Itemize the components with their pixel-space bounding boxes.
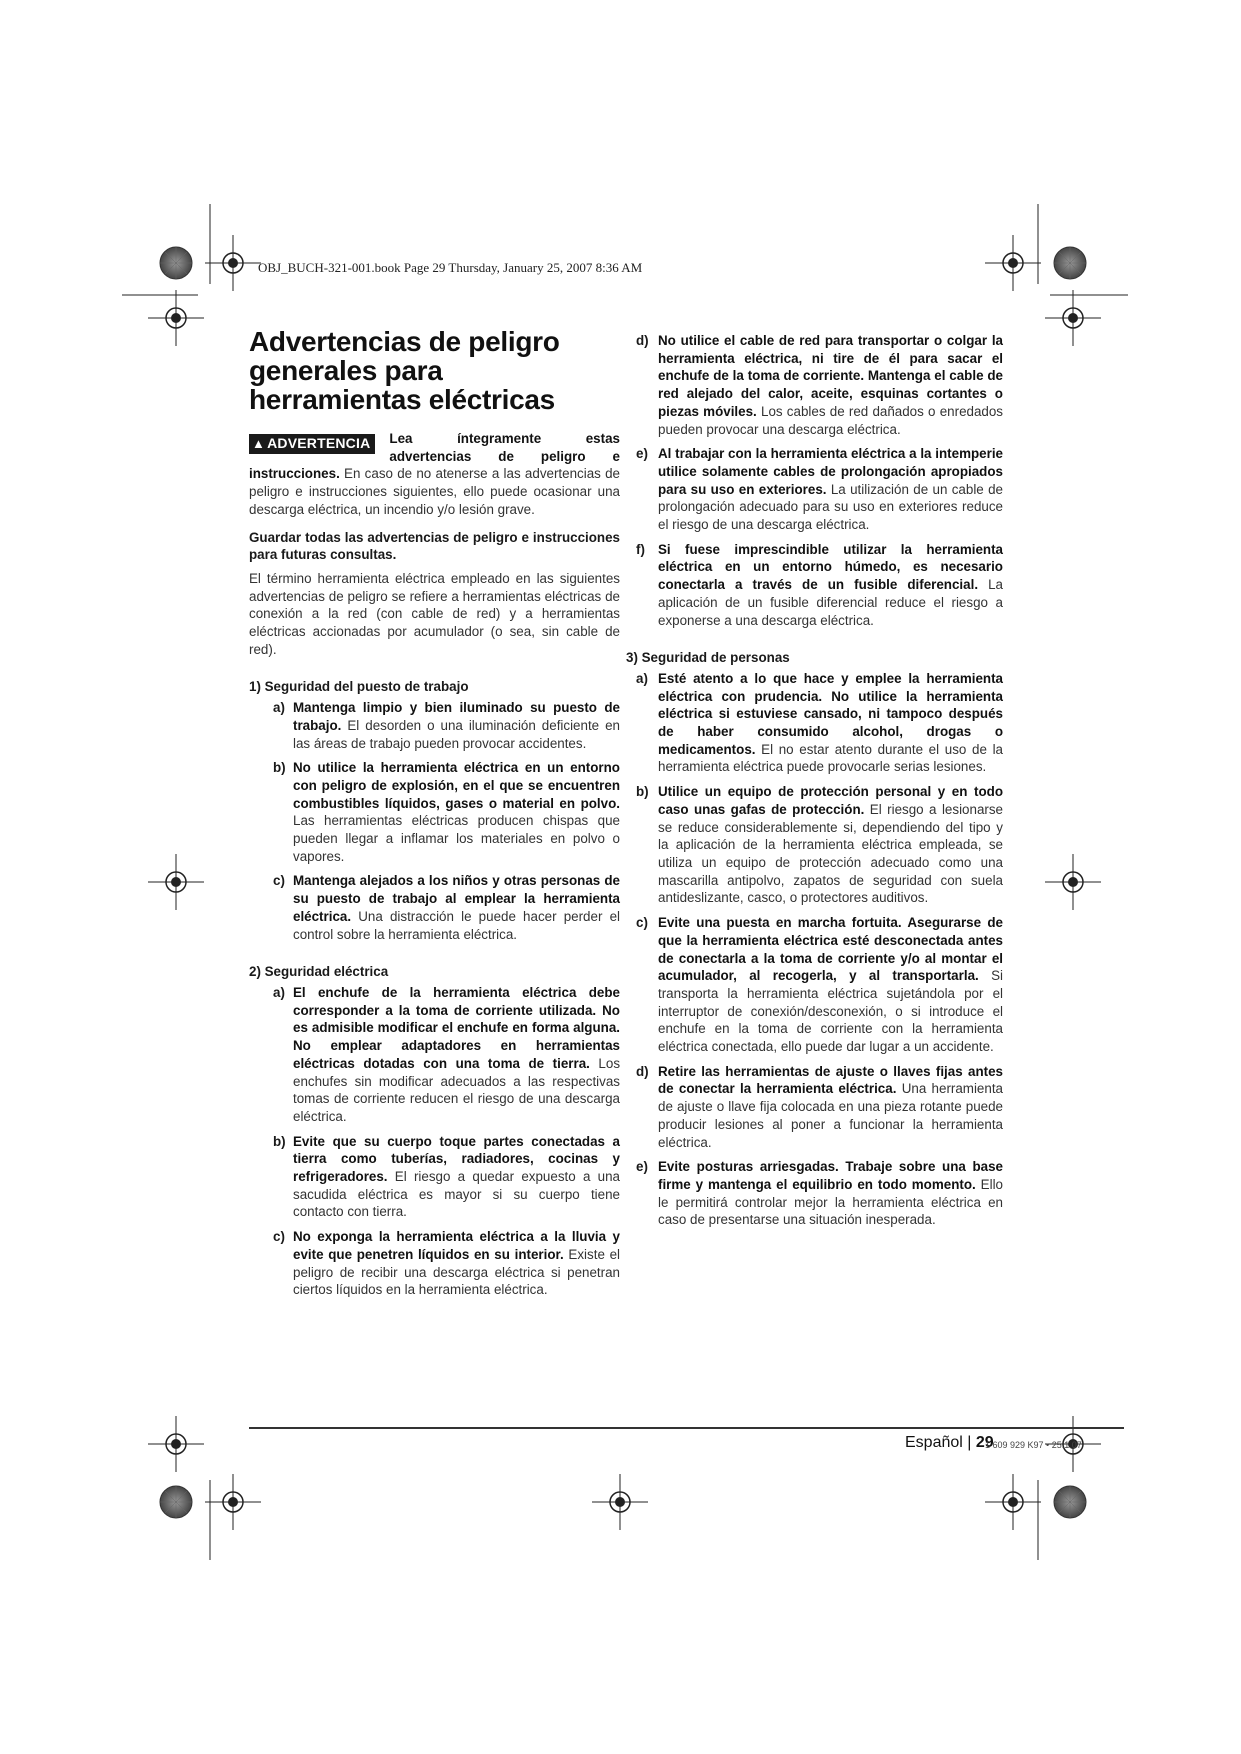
item-body <box>293 1228 620 1299</box>
item-text: Si transporta la herramienta eléctrica sujetándola por el interruptor de conexión/desconexión, o si introduce el enchufe en la toma de corriente con la herramienta eléctrica conectada, ello puede dar lugar a un accidente. <box>658 968 1003 1055</box>
footer-code: 1 609 929 K97 • 25.1.07 <box>985 1440 1082 1450</box>
item-bold: Al trabajar con la herramienta eléctrica a la intemperie utilice solamente cables de prolongación apropiados para su uso en exteriores. <box>658 446 1003 497</box>
item-bold: Utilice un equipo de protección personal y en todo caso unas gafas de protección. <box>658 784 1003 817</box>
item-text: El riesgo a quedar expuesto a una sacudida eléctrica es mayor si su cuerpo tiene contacto con tierra. <box>293 1169 620 1220</box>
item-bold: Mantenga limpio y bien iluminado su puesto de trabajo. <box>293 700 620 733</box>
keep-notice: Guardar todas las advertencias de peligro e instrucciones para futuras consultas. <box>249 529 620 563</box>
crop-mark-middle-left <box>148 854 204 910</box>
section-1-item-a <box>249 699 620 752</box>
item-bold: Retire las herramientas de ajuste o llaves fijas antes de conectar la herramienta eléctrica. <box>658 1063 1003 1097</box>
item-bold: Esté atento a lo que hace y emplee la herramienta eléctrica con prudencia. No utilice la herramienta eléctrica si estuviese cansado, ni tampoco después de haber consumido alcohol, drogas o medicamentos. <box>658 670 1003 757</box>
crop-mark-bottom-center <box>592 1474 648 1530</box>
item-bold: No utilice el cable de red para transportar o colgar la herramienta eléctrica, ni tire de él para sacar el enchufe de la toma de corriente. Mantenga el cable de red alejado del calor, aceite, esquinas cortantes o piezas móviles. <box>658 333 1003 419</box>
item-body <box>658 332 1003 438</box>
page-number: 29 <box>975 1434 994 1451</box>
item-marker: e) <box>636 1159 648 1175</box>
item-bold: Evite que su cuerpo toque partes conectadas a tierra como tuberías, radiadores, cocinas y refrigeradores. <box>293 1133 620 1185</box>
item-bold: No utilice la herramienta eléctrica en un entorno con peligro de explosión, en el que se encuentren combustibles líquidos, gases o material en polvo. <box>293 760 620 811</box>
item-marker: b) <box>273 1133 286 1149</box>
page-title: Advertencias de peligro generales para herramientas eléctricas <box>249 326 560 415</box>
item-marker: a) <box>636 670 648 686</box>
item-body <box>658 670 1003 776</box>
section-1-item-b <box>249 759 620 865</box>
section-3-item-b <box>636 783 1003 907</box>
section-3-item-c <box>636 914 1003 1056</box>
item-body <box>658 783 1003 907</box>
section-2-item-c <box>249 1228 620 1299</box>
item-marker: c) <box>273 873 285 889</box>
left-column <box>249 324 620 1306</box>
item-text: Existe el peligro de recibir una descarga eléctrica si penetran ciertos líquidos en la herramienta eléctrica. <box>293 1246 621 1298</box>
section-3-item-e <box>636 1158 1003 1229</box>
footer-rule <box>249 1427 1124 1429</box>
item-marker: b) <box>636 784 649 800</box>
item-marker: c) <box>273 1229 285 1245</box>
item-bold: Si fuese imprescindible utilizar la herramienta eléctrica en un entorno húmedo, es necesario conectarla a través de un fusible diferencial. <box>658 541 1003 593</box>
item-bold: No exponga la herramienta eléctrica a la lluvia y evite que penetren líquidos en su interior. <box>293 1229 620 1262</box>
item-text: El riesgo a lesionarse se reduce considerablemente si, dependiendo del tipo y la aplicación de la herramienta eléctrica empleada, se utiliza un equipo de protección adecuado como una mascarilla antipolvo, zapatos de seguridad con suela antideslizante, casco, o protectores auditivos. <box>658 801 1003 906</box>
section-3-item-d <box>636 1063 1003 1152</box>
item-text: Los enchufes sin modificar adecuados a las respectivas tomas de corriente reducen el riesgo de una descarga eléctrica. <box>293 1055 621 1124</box>
warning-badge-label: ADVERTENCIA <box>267 435 371 451</box>
warning-bold: Lea íntegramente estas advertencias de peligro e instrucciones. <box>249 431 620 482</box>
item-text: La utilización de un cable de prolongación adecuado para su uso en exteriores reduce el riesgo de una descarga eléctrica. <box>658 481 1003 533</box>
warning-triangle-icon: ▲ <box>252 436 266 451</box>
item-body <box>658 1158 1003 1229</box>
item-body <box>293 1133 620 1222</box>
crop-mark-middle-right <box>1045 854 1101 910</box>
section-2-heading: 2) Seguridad eléctrica <box>249 964 389 980</box>
book-info-header: OBJ_BUCH-321-001.book Page 29 Thursday, January 25, 2007 8:36 AM <box>258 260 643 275</box>
item-text: Una herramienta de ajuste o llave fija colocada en una pieza rotante puede producir lesiones al poner a funcionar la herramienta eléctrica. <box>658 1081 1003 1150</box>
section-2-item-b <box>249 1133 620 1222</box>
item-text: El no estar atento durante el uso de la herramienta eléctrica puede provocarle serias lesiones. <box>658 741 1003 775</box>
term-definition: El término herramienta eléctrica empleado en las siguientes advertencias de peligro se refiere a herramientas eléctricas de conexión a la red (con cable de red) y a herramientas eléctricas accionadas por acumulador (o sea, sin cable de red). <box>249 570 620 657</box>
item-body <box>658 914 1003 1056</box>
item-marker: b) <box>273 760 286 776</box>
item-body <box>658 541 1003 630</box>
item-text: Los cables de red dañados o enredados pueden provocar una descarga eléctrica. <box>658 403 1004 437</box>
section-2-item-a <box>249 984 620 1126</box>
item-marker: a) <box>273 984 285 1000</box>
warning-paragraph <box>249 430 620 519</box>
item-bold: Evite posturas arriesgadas. Trabaje sobre una base firme y mantenga el equilibrio en todo momento. <box>658 1159 1003 1192</box>
item-body <box>293 984 620 1126</box>
item-text: La aplicación de un fusible diferencial reduce el riesgo a exponerse a una descarga eléctrica. <box>658 577 1003 628</box>
item-body <box>658 445 1003 534</box>
section-3-item-a <box>636 670 1003 776</box>
warning-text: En caso de no atenerse a las advertencias de peligro e instrucciones siguientes, ello puede ocasionar una descarga eléctrica, un incendio y/o lesión grave. <box>249 466 620 517</box>
item-body <box>293 872 620 943</box>
item-bold: Mantenga alejados a los niños y otras personas de su puesto de trabajo al emplear la herramienta eléctrica. <box>293 873 620 924</box>
section-2-item-e <box>636 445 1003 534</box>
item-marker: e) <box>636 446 648 462</box>
crop-mark-bottom-right <box>985 1416 1101 1560</box>
item-bold: El enchufe de la herramienta eléctrica debe corresponder a la toma de corriente utilizada. No es admisible modificar el enchufe en forma alguna. No emplear adaptadores en herramientas eléctricas dotadas con una toma de tierra. <box>293 984 620 1071</box>
section-1-item-c <box>249 872 620 943</box>
item-marker: d) <box>636 1063 649 1079</box>
item-body <box>658 1063 1003 1152</box>
warning-badge <box>249 434 375 454</box>
item-text: Una distracción le puede hacer perder el control sobre la herramienta eléctrica. <box>293 908 620 942</box>
footer-page-label <box>905 1434 994 1452</box>
section-1-heading: 1) Seguridad del puesto de trabajo <box>249 679 469 695</box>
footer-language: Español | <box>905 1434 976 1451</box>
item-marker: c) <box>636 915 648 931</box>
item-marker: f) <box>636 541 645 557</box>
section-3-heading: 3) Seguridad de personas <box>626 650 790 666</box>
item-body <box>293 759 620 865</box>
item-text: Las herramientas eléctricas producen chispas que pueden llegar a inflamar los materiales en polvo o vapores. <box>293 813 620 864</box>
item-body <box>293 699 620 752</box>
item-bold: Evite una puesta en marcha fortuita. Asegurarse de que la herramienta eléctrica esté desconectada antes de conectarla a la toma de corriente y/o al montar el acumulador, al recogerla, y al transportarla. <box>658 915 1003 984</box>
section-2-item-d <box>636 332 1003 438</box>
item-marker: d) <box>636 333 649 348</box>
crop-mark-bottom-left <box>148 1416 261 1560</box>
crop-mark-top-right <box>985 204 1128 346</box>
crop-mark-top-left <box>122 204 261 346</box>
section-2-item-f <box>636 541 1003 630</box>
item-marker: a) <box>273 700 285 716</box>
item-text: Ello le permitirá controlar mejor la herramienta eléctrica en caso de presentarse una situación inesperada. <box>658 1176 1003 1228</box>
right-column <box>626 332 1004 1236</box>
item-text: El desorden o una iluminación deficiente en las áreas de trabajo pueden provocar accidentes. <box>293 717 620 751</box>
